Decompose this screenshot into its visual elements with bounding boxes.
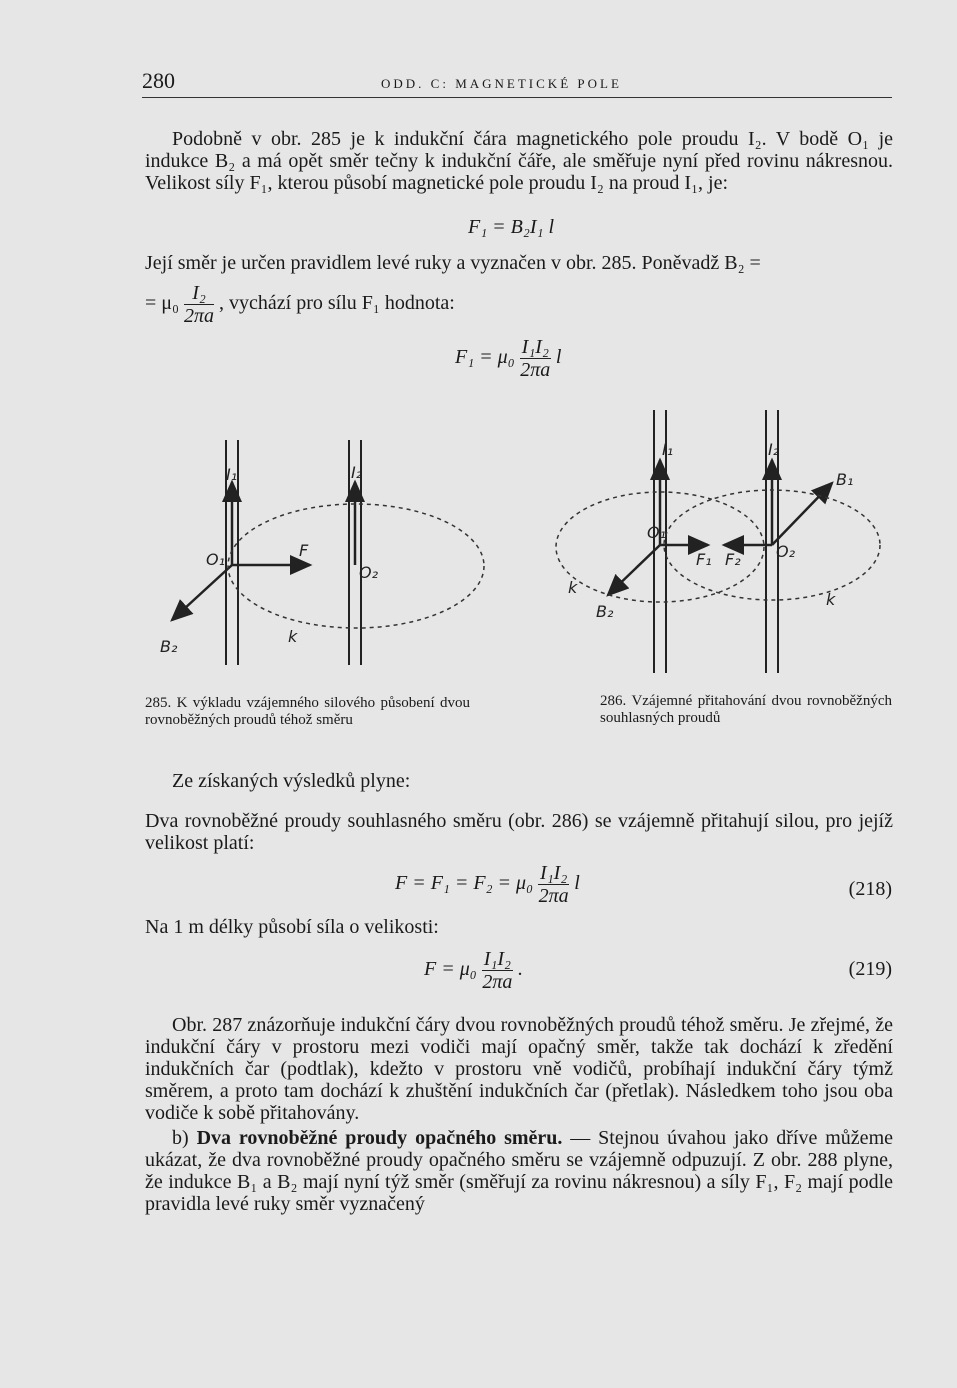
fig286-label-I1: I₁ <box>662 440 674 459</box>
p3-numerator: I₂ <box>184 282 214 305</box>
figure-286 <box>550 405 895 685</box>
eq2-fraction <box>520 336 551 381</box>
fig285-label-I2: I₂ <box>351 463 363 482</box>
eq2-lhs: F₁ = μ₀ <box>455 346 515 369</box>
eq219-lhs: F = μ₀ <box>424 958 477 981</box>
equation-218 <box>395 862 580 907</box>
figure-285 <box>160 430 500 690</box>
fig285-label-F: F <box>299 541 309 560</box>
fig285-label-k: k <box>288 627 298 646</box>
fig286-label-B2: B₂ <box>596 602 614 621</box>
paragraph-6: Na 1 m délky působí síla o velikosti: <box>145 916 439 938</box>
eq218-denominator: 2πa <box>538 885 569 907</box>
eq219-rhs: . <box>517 958 523 981</box>
eq2-rhs: l <box>555 346 562 369</box>
paragraph-5: Dva rovnoběžné proudy souhlasného směru (obr. 286) se vzájemně přitahují silou, pro jejíž velikost platí: <box>145 810 893 854</box>
fig285-label-O1: O₁ <box>206 550 226 569</box>
p3-fraction <box>184 282 214 327</box>
running-header: ODD. C: MAGNETICKÉ POLE <box>381 76 622 91</box>
p8-text: — Stejnou úvahou jako dříve můžeme ukázat, že dva rovnoběžné proudy opačného směru se vzájemně odpuzují. Z obr. 288 plyne, že indukce B₁ a B₂ mají nyní týž směr (směřují za rovinu nákresnou) a síly F₁, F₂ mají podle pravidla levé ruky směr vyznačený <box>145 1127 893 1215</box>
equation-f1-mu <box>455 336 561 381</box>
eq2-denominator: 2πa <box>520 359 551 381</box>
p3-lhs: = μ₀ <box>145 292 179 315</box>
eq2-numerator: I₁I₂ <box>521 336 549 358</box>
fig285-label-O2: O₂ <box>359 563 379 582</box>
p8-bold-heading: Dva rovnoběžné proudy opačného směru. <box>196 1127 563 1149</box>
p3-rest: , vychází pro sílu F₁ hodnota: <box>219 292 455 315</box>
eq219-numerator: I₁I₂ <box>483 948 511 970</box>
fig286-label-F2: F₂ <box>725 550 741 569</box>
eq218-rhs: l <box>574 872 580 895</box>
fig286-label-F1: F₁ <box>696 550 712 569</box>
fig286-label-O1: O₁ <box>647 523 667 542</box>
eq218-fraction <box>538 862 569 907</box>
equation-219 <box>424 948 523 993</box>
eq218-lhs: F = F₁ = F₂ = μ₀ <box>395 872 534 895</box>
p8-prefix: b) <box>172 1127 189 1149</box>
equation-f1: F₁ = B₂I₁ l <box>468 216 555 238</box>
fig286-label-O2: O₂ <box>776 542 796 561</box>
equation-number-219: (219) <box>848 958 892 980</box>
eq218-numerator: I₁I₂ <box>540 862 568 884</box>
paragraph-4: Ze získaných výsledků plyne: <box>172 770 411 792</box>
paragraph-7: Obr. 287 znázorňuje indukční čáry dvou rovnoběžných proudů téhož směru. Je zřejmé, že indukční čáry v prostoru mezi vodiči mají opačný směr, takže tak dochází k zředění indukčních čar (podtlak), kdežto v prostoru vně vodičů, probíhají indukční čáry týmž směrem, a proto tam dochází k zhuštění indukčních čar (přetlak). Následkem toho jsou oba vodiče k sobě přitahovány. <box>145 1014 893 1124</box>
eq219-fraction <box>482 948 513 993</box>
caption-286: 286. Vzájemné přitahování dvou rovnoběžných souhlasných proudů <box>600 693 892 726</box>
fig286-label-I2: I₂ <box>768 440 780 459</box>
fig286-label-k-right: k <box>826 590 836 609</box>
fig285-label-B2: B₂ <box>160 637 178 656</box>
page-number: 280 <box>142 68 175 93</box>
paragraph-8 <box>145 1127 893 1215</box>
fig286-label-B1: B₁ <box>836 470 854 489</box>
header-rule <box>142 97 892 98</box>
paragraph-3 <box>145 282 455 327</box>
paragraph-2: Její směr je určen pravidlem levé ruky a vyznačen v obr. 285. Poněvadž B₂ = <box>145 252 761 274</box>
eq219-denominator: 2πa <box>482 971 513 993</box>
fig285-label-I1: I₁ <box>226 465 238 484</box>
equation-number-218: (218) <box>848 878 892 900</box>
paragraph-1: Podobně v obr. 285 je k indukční čára magnetického pole proudu I₂. V bodě O₁ je indukce B₂ a má opět směr tečny k indukční čáře, ale směřuje nyní před rovinu nákresnou. Velikost síly F₁, kterou působí magnetické pole proudu I₂ na proud I₁, je: <box>145 128 893 194</box>
caption-285: 285. K výkladu vzájemného silového působení dvou rovnoběžných proudů téhož směru <box>145 695 470 728</box>
p3-denominator: 2πa <box>183 305 215 327</box>
fig286-label-k-left: k <box>568 578 578 597</box>
